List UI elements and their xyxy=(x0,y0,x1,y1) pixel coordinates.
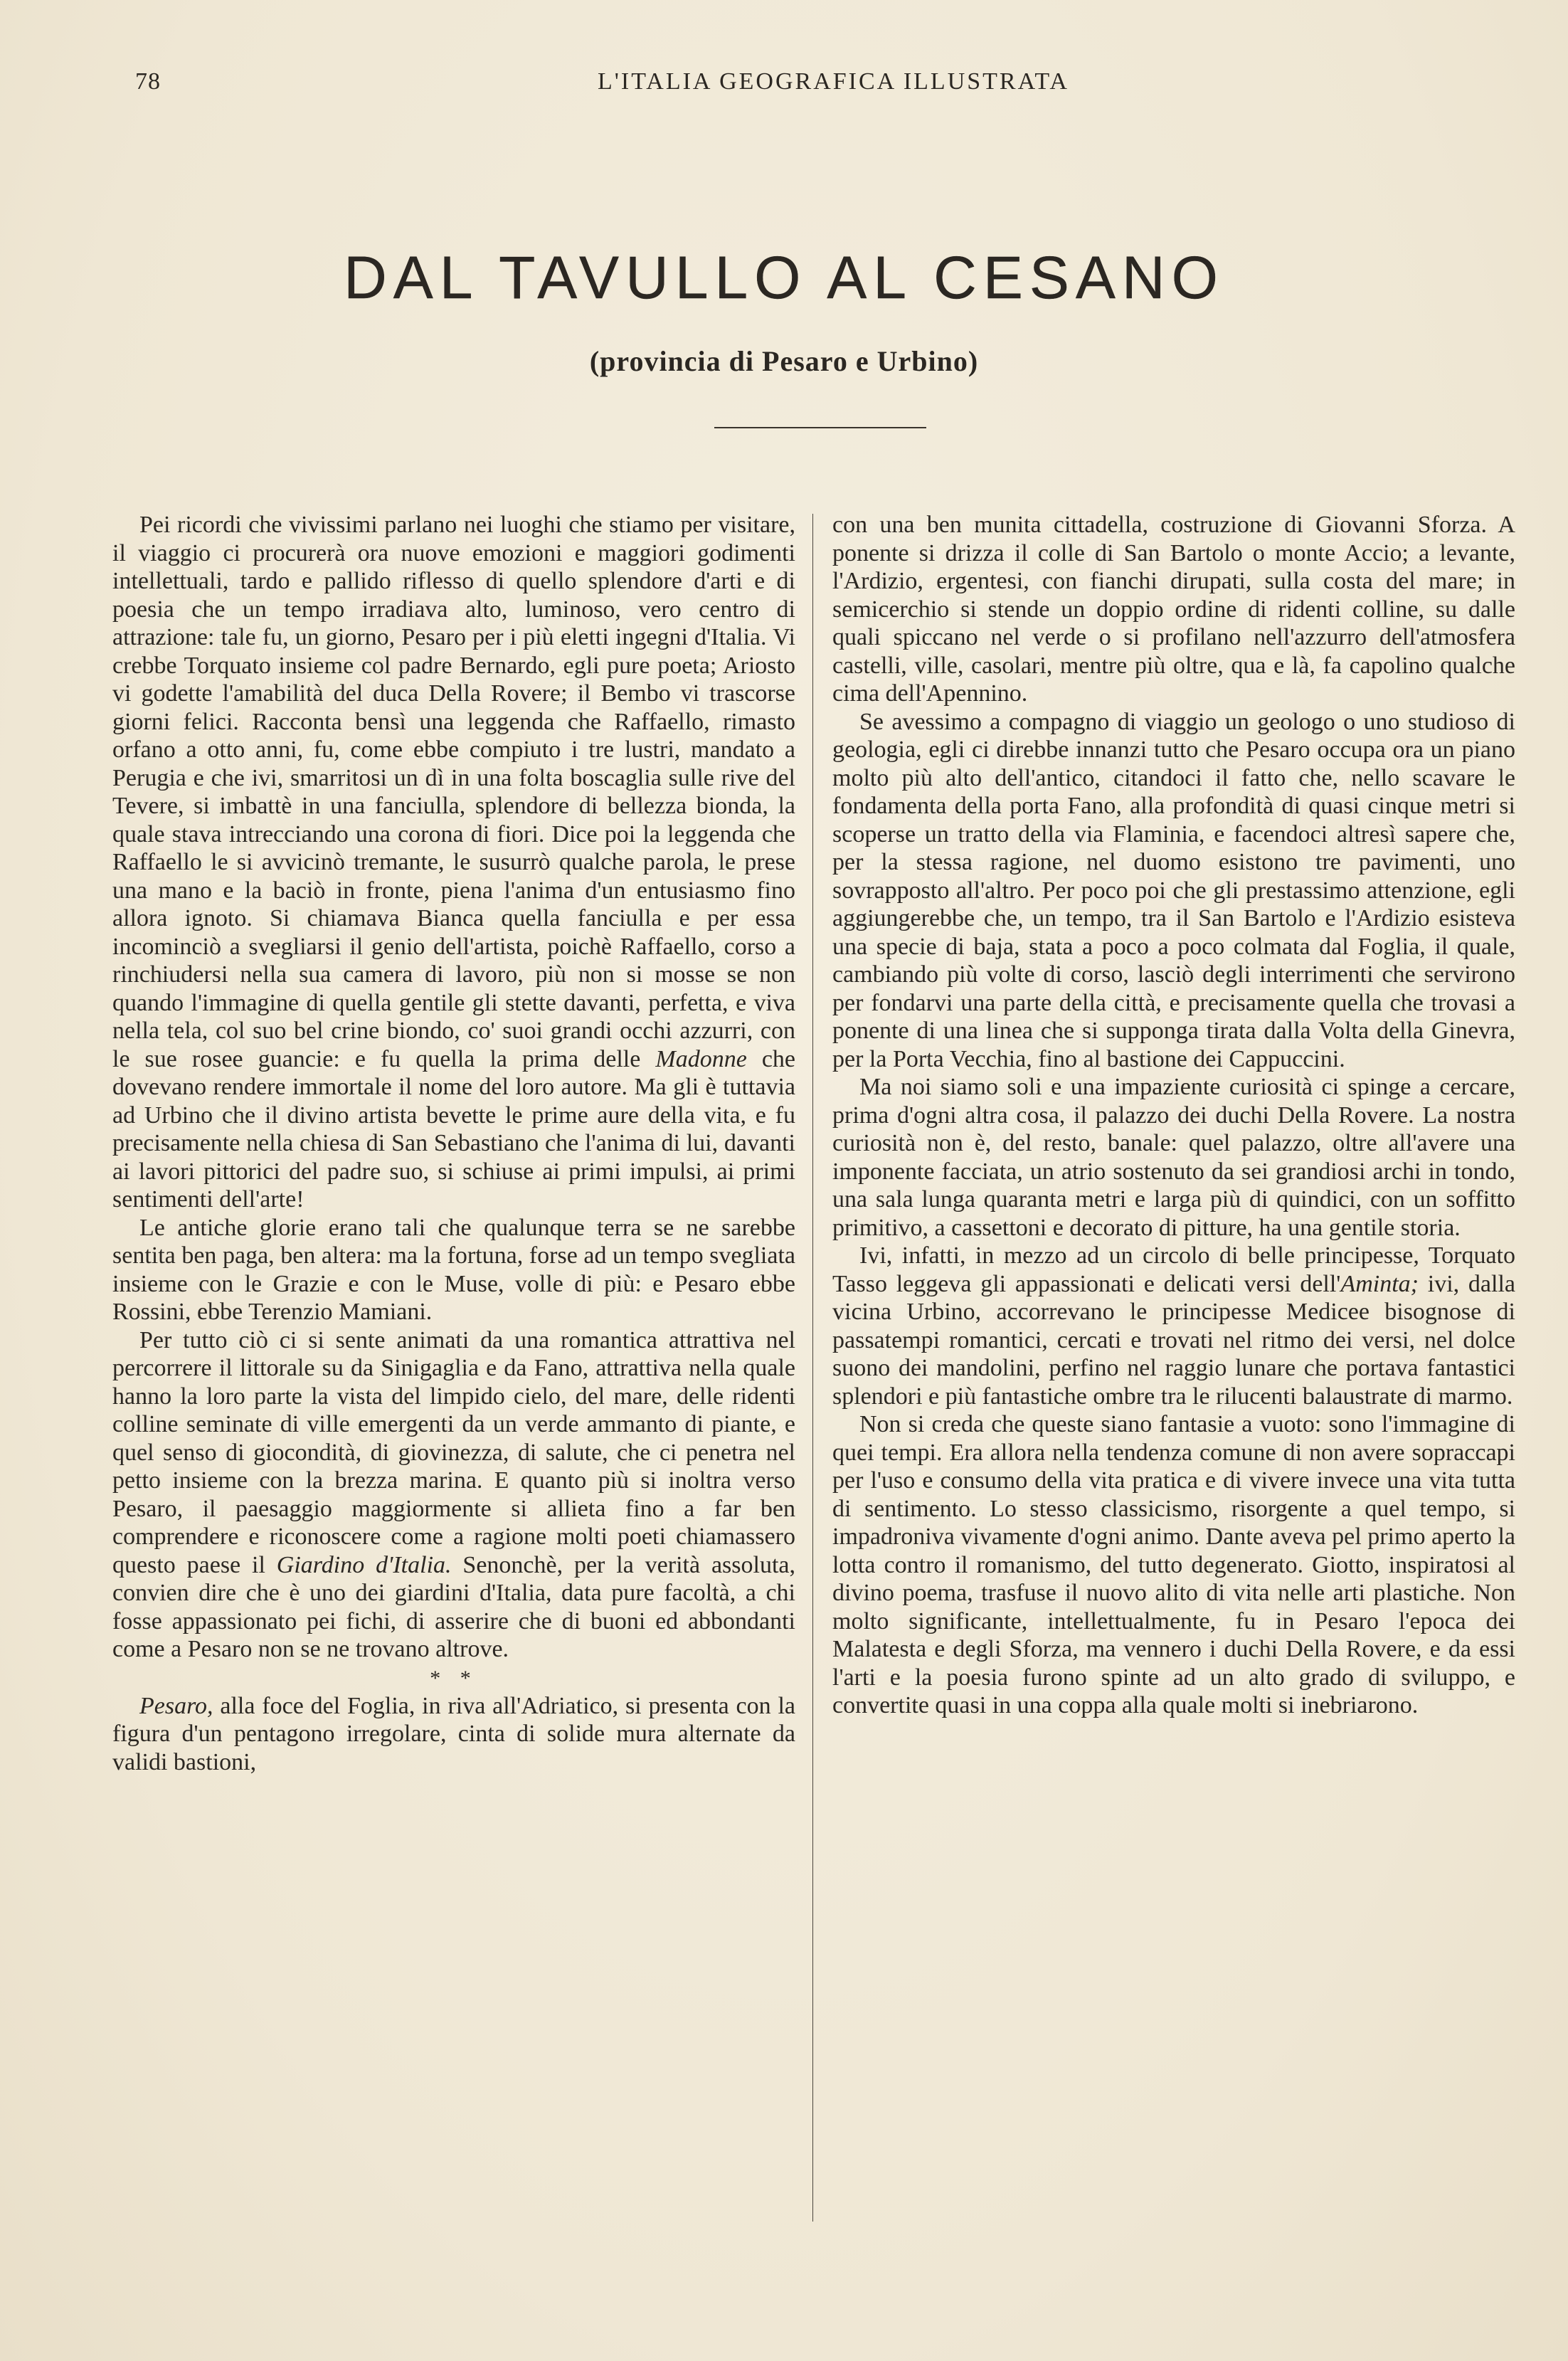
column-divider xyxy=(812,514,813,2222)
section-break: * * xyxy=(430,1666,478,1690)
paragraph: Per tutto ciò ci si sente animati da una romantica attrattiva nel percorrere il littorale su da Sinigaglia e da Fano, attrattiva nella quale hanno la loro parte la vista del limpido cielo, del mare, delle ridenti colline seminate di ville emergenti da un verde ammanto di piante, e quel senso di giocondità, di giovinezza, di salute, che ci penetra nel petto insieme con la brezza marina. E quanto più si inoltra verso Pesaro, il paesaggio maggiormente si allieta fino a far ben comprendere e riconoscere come a ragione molti poeti chiamassero questo paese il Giardino d'Italia. Senonchè, per la verità assoluta, convien dire che è uno dei giardini d'Italia, data pure facoltà, a chi fosse appassionato pei fichi, di asserire che di buoni ed abbondanti come a Pesaro non se ne trovano altrove. xyxy=(112,1326,795,1662)
paragraph: Se avessimo a compagno di viaggio un geologo o uno studioso di geologia, egli ci direbbe innanzi tutto che Pesaro occupa ora un piano molto più alto dell'antico, citandoci il fatto che, nello scavare le fondamenta della porta Fano, alla profondità di quasi cinque metri si scoperse un tratto della via Flaminia, e facendoci altresì sapere che, per la stessa ragione, nel duomo esistono tre pavimenti, uno sovrapposto all'altro. Per poco poi che gli prestassimo attenzione, egli aggiungerebbe che, un tempo, tra il San Bartolo e l'Ardizio esisteva una specie di baja, stata a poco a poco colmata dal Foglia, il quale, cambiando più volte di corso, lasciò degli interrimenti che servirono per fondarvi una parte della città, e precisamente quella che trovasi a ponente di una linea che si supponga tirata dalla Volta della Ginevra, per la Porta Vecchia, fino al bastione dei Cappuccini. xyxy=(832,708,1515,1072)
left-column xyxy=(112,511,795,1776)
paragraph: Ma noi siamo soli e una impaziente curiosità ci spinge a cercare, prima d'ogni altra cosa, il palazzo dei duchi Della Rovere. La nostra curiosità non è, del resto, banale: quel palazzo, oltre all'avere una imponente facciata, un atrio sostenuto da sei grandiosi archi in tondo, una sala lunga quaranta metri e larga più di quindici, con un soffitto primitivo, a cassettoni e decorato di pitture, ha una gentile storia. xyxy=(832,1074,1515,1241)
journal-title: L'ITALIA GEOGRAFICA ILLUSTRATA xyxy=(598,68,1069,95)
paragraph: con una ben munita cittadella, costruzione di Giovanni Sforza. A ponente si drizza il colle di San Bartolo o monte Accio; a levante, l'Ardizio, ergentesi, con fianchi dirupati, sulla costa del mare; in semicerchio si stende un doppio ordine di ridenti colline, su dalle quali spiccano nel verde o si profilano nell'azzurro dell'atmosfera castelli, ville, casolari, mentre più oltre, qua e là, fa capolino qualche cima dell'Apennino. xyxy=(832,512,1515,707)
article-subtitle: (provincia di Pesaro e Urbino) xyxy=(589,345,979,377)
right-column xyxy=(832,511,1515,1720)
paragraph: Pesaro, alla foce del Foglia, in riva all'Adriatico, si presenta con la figura d'un pentagono irregolare, cinta di solide mura alternate da validi bastioni, xyxy=(112,1692,795,1775)
running-head xyxy=(135,68,1416,102)
paragraph: Non si creda che queste siano fantasie a vuoto: sono l'immagine di quei tempi. Era allora nella tendenza comune di non avere sopraccapi per l'uso e consumo della vita pratica e di vivere invece una vita tutta di sentimento. Lo stesso classicismo, risorgente a quel tempo, si impadroniva vivamente d'ogni animo. Dante aveva pel primo aperto la lotta contro il romanismo, del tutto degenerato. Giotto, inspiratosi al divino poema, trasfuse il nuovo alito di vita nelle arti plastiche. Non molto significante, intellettualmente, fu in Pesaro l'epoca dei Malatesta e degli Sforza, ma vennero i duchi Della Rovere, e da essi l'arti e la poesia furono spinte ad un alto grado di sviluppo, e convertite quasi in una coppa alla quale molti si inebriarono. xyxy=(832,1411,1515,1718)
page-number: 78 xyxy=(135,68,161,95)
title-rule xyxy=(714,427,926,428)
paragraph: Ivi, infatti, in mezzo ad un circolo di belle principesse, Torquato Tasso leggeva gli appassionati e delicati versi dell'Aminta; ivi, dalla vicina Urbino, accorrevano le principesse Medicee bisognose di passatempi romantici, cercati e trovati nel ritmo dei versi, nel dolce suono dei mandolini, perfino nel raggio lunare che portava fantastici splendori e più fantastiche ombre tra le rilucenti balaustrate di marmo. xyxy=(832,1242,1516,1410)
paragraph: Pei ricordi che vivissimi parlano nei luoghi che stiamo per visitare, il viaggio ci procurerà ora nuove emozioni e maggiori godimenti intellettuali, tardo e pallido riflesso di quello splendore d'arti e di poesia che un tempo irradiava alto, luminoso, vero centro di attrazione: tale fu, un giorno, Pesaro per i più eletti ingegni d'Italia. Vi crebbe Torquato insieme col padre Bernardo, egli pure poeta; Ariosto vi godette l'amabilità del duca Della Rovere; il Bembo vi trascorse giorni felici. Racconta bensì una leggenda che Raffaello, rimasto orfano a otto anni, fu, come ebbe compiuto i tre lustri, mandato a Perugia e che ivi, smarritosi un dì in una folta boscaglia sulle rive del Tevere, si imbattè in una fanciulla, splendore di bellezza bionda, la quale stava intrecciando una corona di fiori. Dice poi la leggenda che Raffaello le si avvicinò tremante, le susurrò qualche parola, le prese una mano e la baciò in fronte, piena l'anima d'un entusiasmo fino allora ignoto. Si chiamava Bianca quella fanciulla e per essa incominciò a svegliarsi il genio dell'artista, poichè Raffaello, corso a rinchiudersi nella sua camera di lavoro, più non si mosse se non quando l'immagine di quella gentile gli stette davanti, perfetta, e viva nella tela, col suo bel crine biondo, co' suoi grandi occhi azzurri, con le sue rosee guancie: e fu quella la prima delle Madonne che dovevano rendere immortale il nome del loro autore. Ma gli è tuttavia ad Urbino che il divino artista bevette le prime aure della vita, e fu precisamente nella chiesa di San Sebastiano che l'anima di lui, davanti ai lavori pittorici del padre suo, si schiuse ai primi impulsi, ai primi sentimenti dell'arte! xyxy=(112,512,795,1213)
paragraph: Le antiche glorie erano tali che qualunque terra se ne sarebbe sentita ben paga, ben altera: ma la fortuna, forse ad un tempo svegliata insieme con le Grazie e con le Muse, volle di più: e Pesaro ebbe Rossini, ebbe Terenzio Mamiani. xyxy=(112,1214,795,1325)
article-title: DAL TAVULLO AL CESANO xyxy=(344,244,1224,311)
